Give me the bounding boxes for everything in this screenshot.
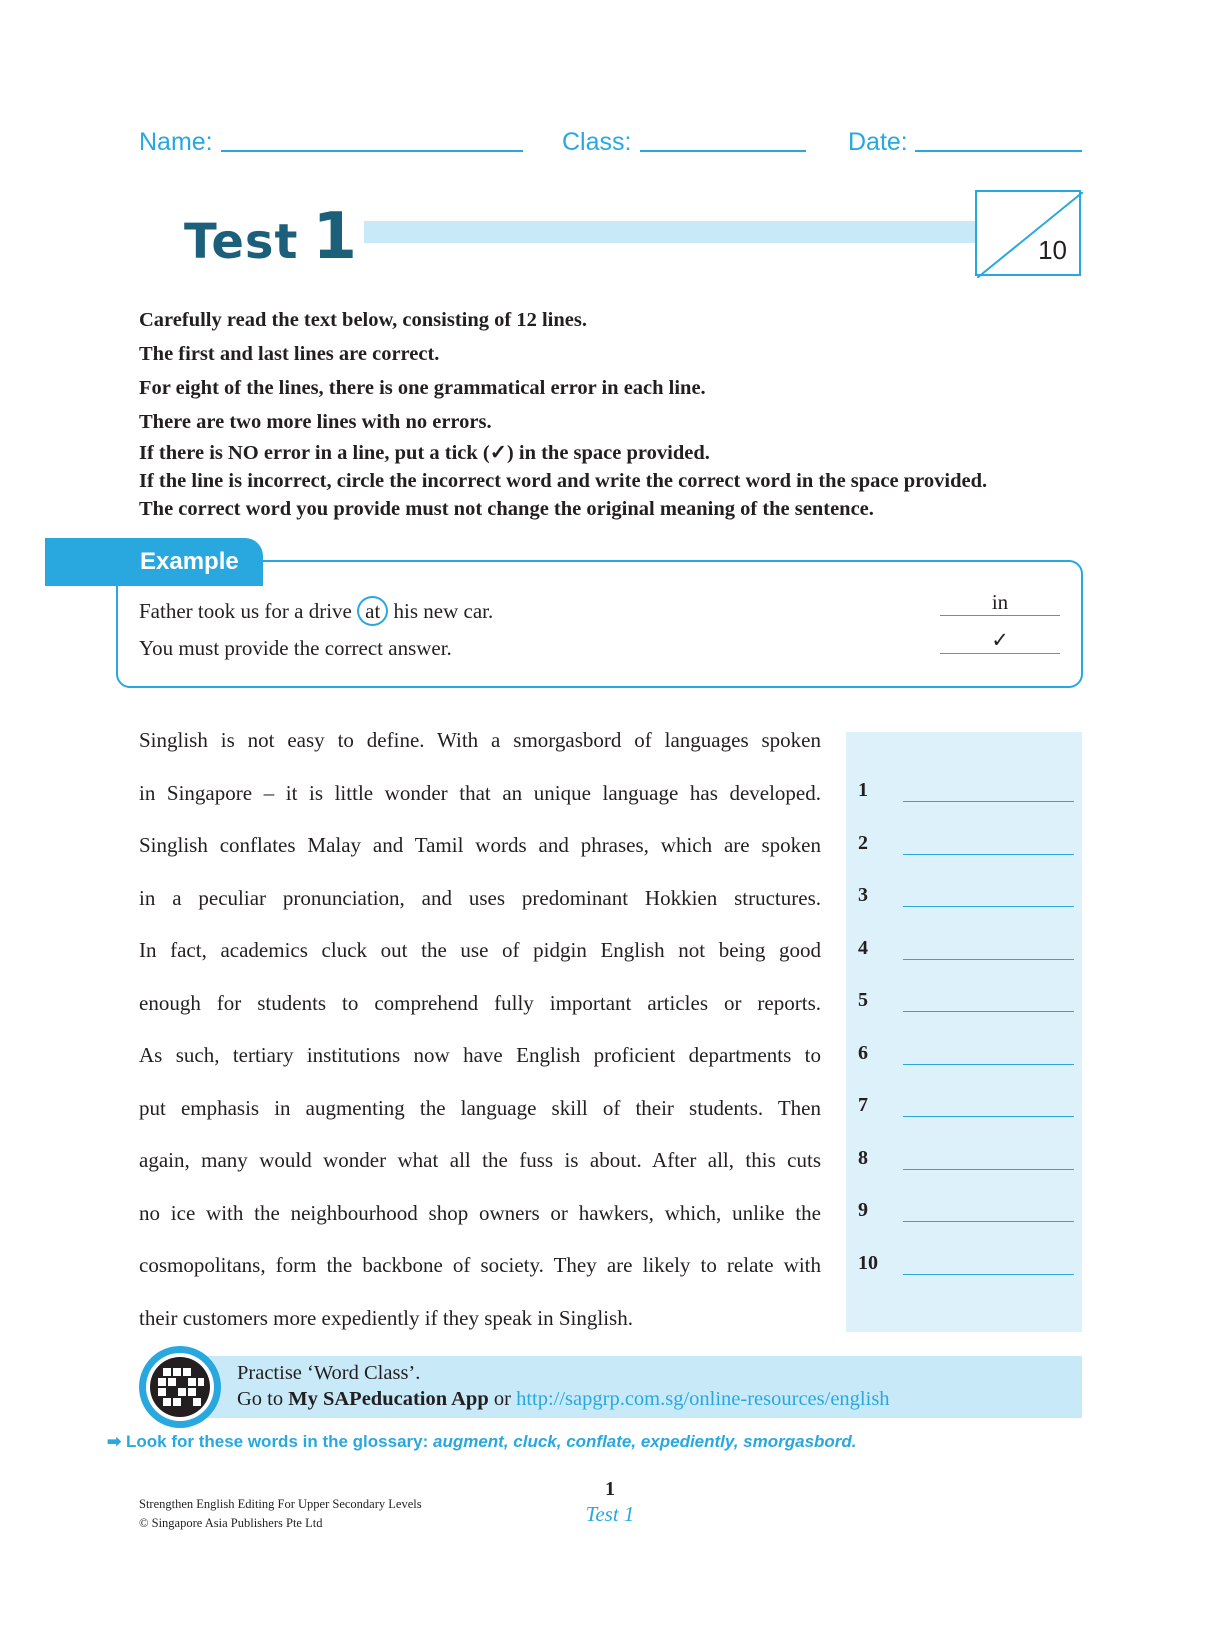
answer-row[interactable] — [858, 1094, 1074, 1124]
example-text: his new car. — [393, 599, 494, 623]
answer-number: 2 — [858, 831, 868, 854]
title-word: Test — [184, 214, 299, 270]
example-answer-1: in — [940, 590, 1060, 616]
date-label: Date: — [848, 128, 908, 156]
class-field[interactable] — [640, 150, 806, 152]
title-number: 1 — [312, 200, 357, 274]
answer-line[interactable] — [903, 1221, 1074, 1222]
book-title: Strengthen English Editing For Upper Secondary Levels — [139, 1497, 422, 1511]
page-number: 1 — [605, 1478, 615, 1500]
passage-line: in a peculiar pronunciation, and uses predominant Hokkien structures. — [139, 885, 821, 910]
answer-number: 7 — [858, 1094, 868, 1116]
app-logo-icon — [137, 1344, 223, 1430]
example-text: Father took us for a drive — [139, 599, 352, 623]
passage-line: enough for students to comprehend fully important articles or reports. — [139, 990, 821, 1015]
copyright: © Singapore Asia Publishers Pte Ltd — [139, 1516, 323, 1530]
name-label: Name: — [139, 128, 213, 156]
passage-line: In fact, academics cluck out the use of pidgin English not being good — [139, 938, 821, 962]
footer-section: Test 1 — [585, 1502, 635, 1526]
answer-row[interactable] — [858, 884, 1074, 914]
name-field[interactable] — [221, 150, 523, 152]
example-answer-2: ✓ — [940, 628, 1060, 654]
title-bar — [364, 221, 976, 243]
example-line-1 — [139, 596, 493, 626]
answer-row[interactable] — [858, 1199, 1074, 1229]
app-name: My SAPeducation App — [288, 1388, 489, 1410]
answer-line[interactable] — [903, 1064, 1074, 1065]
answer-line[interactable] — [903, 906, 1074, 907]
answer-row[interactable] — [858, 1147, 1074, 1177]
answer-row[interactable] — [858, 989, 1074, 1019]
answer-number: 9 — [858, 1199, 868, 1221]
instruction-line: Carefully read the text below, consisting of 12 lines. — [139, 309, 587, 331]
class-label: Class: — [562, 128, 632, 156]
answer-row[interactable] — [858, 1042, 1074, 1072]
instruction-line: If the line is incorrect, circle the incorrect word and write the correct word in the space provided. — [139, 470, 988, 492]
example-tab-label: Example — [140, 548, 239, 575]
answer-line[interactable] — [903, 854, 1074, 855]
page-title — [184, 200, 357, 274]
banner-text: or — [493, 1388, 511, 1410]
banner-line-1: Practise ‘Word Class’. — [237, 1362, 421, 1384]
resource-link[interactable]: http://sapgrp.com.sg/online-resources/english — [516, 1388, 890, 1410]
answer-number: 1 — [858, 779, 868, 801]
arrow-right-icon: ➡ — [107, 1432, 122, 1451]
answer-number: 6 — [858, 1041, 868, 1064]
passage-line: put emphasis in augmenting the language skill of their students. Then — [139, 1095, 821, 1120]
answer-number: 8 — [858, 1146, 868, 1169]
instruction-line: The first and last lines are correct. — [139, 343, 440, 365]
example-tab — [45, 538, 263, 586]
banner-text: Go to — [237, 1388, 284, 1410]
answer-line[interactable] — [903, 959, 1074, 960]
circled-word: at — [357, 596, 388, 626]
answer-row[interactable] — [858, 779, 1074, 809]
passage-line: As such, tertiary institutions now have English proficient departments to — [139, 1043, 821, 1067]
passage — [139, 728, 821, 1358]
glossary-words: augment, cluck, conflate, expediently, smorgasbord. — [433, 1432, 857, 1451]
example-line-2: You must provide the correct answer. — [139, 636, 452, 660]
passage-line: their customers more expediently if they speak in Singlish. — [139, 1305, 633, 1330]
footer-credits — [139, 1495, 422, 1533]
practise-banner — [200, 1356, 1082, 1418]
glossary-note — [107, 1432, 857, 1452]
score-diagonal — [977, 192, 1083, 278]
instruction-line: For eight of the lines, there is one grammatical error in each line. — [139, 377, 706, 399]
passage-line: in Singapore – it is little wonder that an unique language has developed. — [139, 780, 821, 805]
answer-row[interactable] — [858, 937, 1074, 967]
passage-line: Singlish conflates Malay and Tamil words and phrases, which are spoken — [139, 833, 821, 857]
answer-number: 10 — [858, 1251, 878, 1274]
answer-line[interactable] — [903, 801, 1074, 802]
date-field[interactable] — [915, 150, 1082, 152]
answer-row[interactable] — [858, 1252, 1074, 1282]
instruction-line: If there is NO error in a line, put a tick (✓) in the space provided. — [139, 442, 710, 464]
answer-number: 4 — [858, 936, 868, 959]
banner-line-2 — [237, 1388, 890, 1411]
answer-column — [846, 732, 1082, 1332]
answer-number: 5 — [858, 989, 868, 1011]
answer-number: 3 — [858, 884, 868, 906]
instruction-line: There are two more lines with no errors. — [139, 411, 492, 433]
score-box[interactable] — [975, 190, 1081, 276]
passage-line: again, many would wonder what all the fuss is about. After all, this cuts — [139, 1148, 821, 1172]
answer-row[interactable] — [858, 832, 1074, 862]
answer-line[interactable] — [903, 1116, 1074, 1117]
instructions — [139, 303, 1099, 523]
score-total: 10 — [1038, 235, 1067, 265]
answer-line[interactable] — [903, 1011, 1074, 1012]
passage-line: Singlish is not easy to define. With a smorgasbord of languages spoken — [139, 728, 821, 752]
passage-line: cosmopolitans, form the backbone of society. They are likely to relate with — [139, 1253, 821, 1277]
passage-line: no ice with the neighbourhood shop owners or hawkers, which, unlike the — [139, 1200, 821, 1225]
glossary-label: Look for these words in the glossary: — [125, 1432, 429, 1451]
answer-line[interactable] — [903, 1169, 1074, 1170]
instruction-line: The correct word you provide must not change the original meaning of the sentence. — [139, 498, 874, 520]
answer-line[interactable] — [903, 1274, 1074, 1275]
